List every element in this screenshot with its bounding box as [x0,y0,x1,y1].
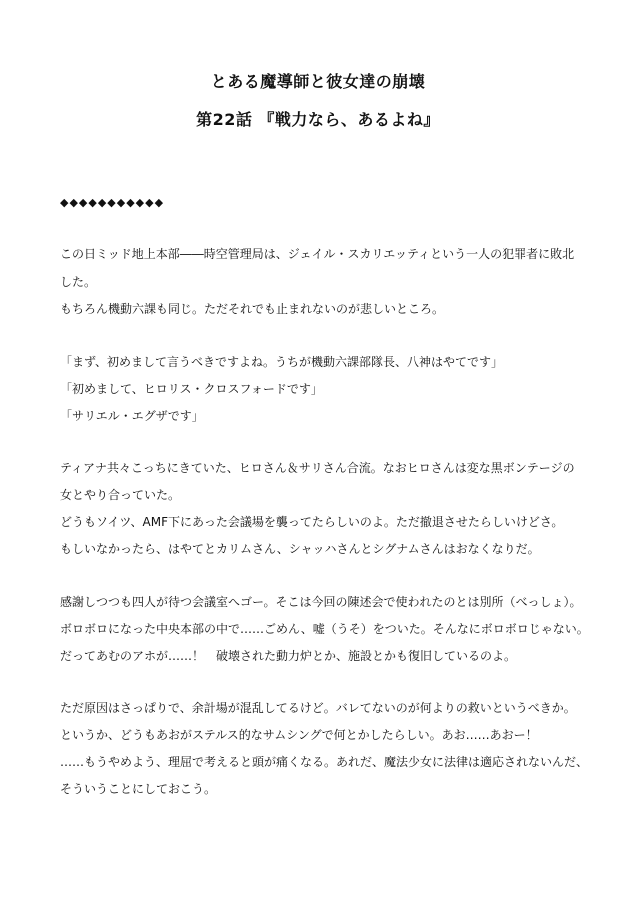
body-line: ボロボロになった中央本部の中で……ごめん、嘘（うそ）をついた。そんなにボロボロじゃない。 [60,622,589,636]
body-line: そういうことにしておこう。 [60,782,217,796]
body-line: この日ミッド地上本部――時空管理局は、ジェイル・スカリエッティという一人の犯罪者に敗北 [60,247,575,261]
body-line: どうもソイツ、AMF下にあった会議場を襲ってたらしいのよ。ただ撤退させたらしいけどさ。 [60,515,564,529]
body-line: というか、どうもあおがステルス的なサムシングで何とかしたらしい。あお……あおー！ [60,728,538,742]
body-line: 「初めまして、ヒロリス・クロスフォードです」 [60,382,323,396]
chapter-title: 第22話 『戦力なら、あるよね』 [196,110,440,129]
document-title: とある魔導師と彼女達の崩壊 [210,72,426,91]
body-line: ティアナ共々こっちにきていた、ヒロさん＆サリさん合流。なおヒロさんは変な黒ボンテージの [60,461,575,475]
body-line: だってあむのアホが……！ 破壊された動力炉とか、施設とかも復旧しているのよ。 [60,649,517,663]
body-line: ただ原因はさっぱりで、余計場が混乱してるけど。バレてないのが何よりの救いというべきか。 [60,701,576,715]
body-line: 女とやり合っていた。 [60,488,181,502]
body-line: ……もうやめよう、理屈で考えると頭が痛くなる。あれだ、魔法少女に法律は適応されないんだ、 [60,755,589,769]
body-line: 「まず、初めまして言うべきですよね。うちが機動六課部隊長、八神はやてです」 [60,355,504,369]
body-line: もちろん機動六課も同じ。ただそれでも止まれないのが悲しいところ。 [60,302,445,316]
body-line: 感謝しつつも四人が待つ会議室へゴー。そこは今回の陳述会で使われたのとは別所（べっしょ）。 [60,595,582,609]
body-line: 「サリエル・エグザです」 [60,409,204,423]
section-separator: ◆◆◆◆◆◆◆◆◆◆◆ [60,196,165,209]
body-line: もしいなかったら、はやてとカリムさん、シャッハさんとシグナムさんはおなくなりだ。 [60,542,540,556]
body-line: した。 [60,275,97,289]
